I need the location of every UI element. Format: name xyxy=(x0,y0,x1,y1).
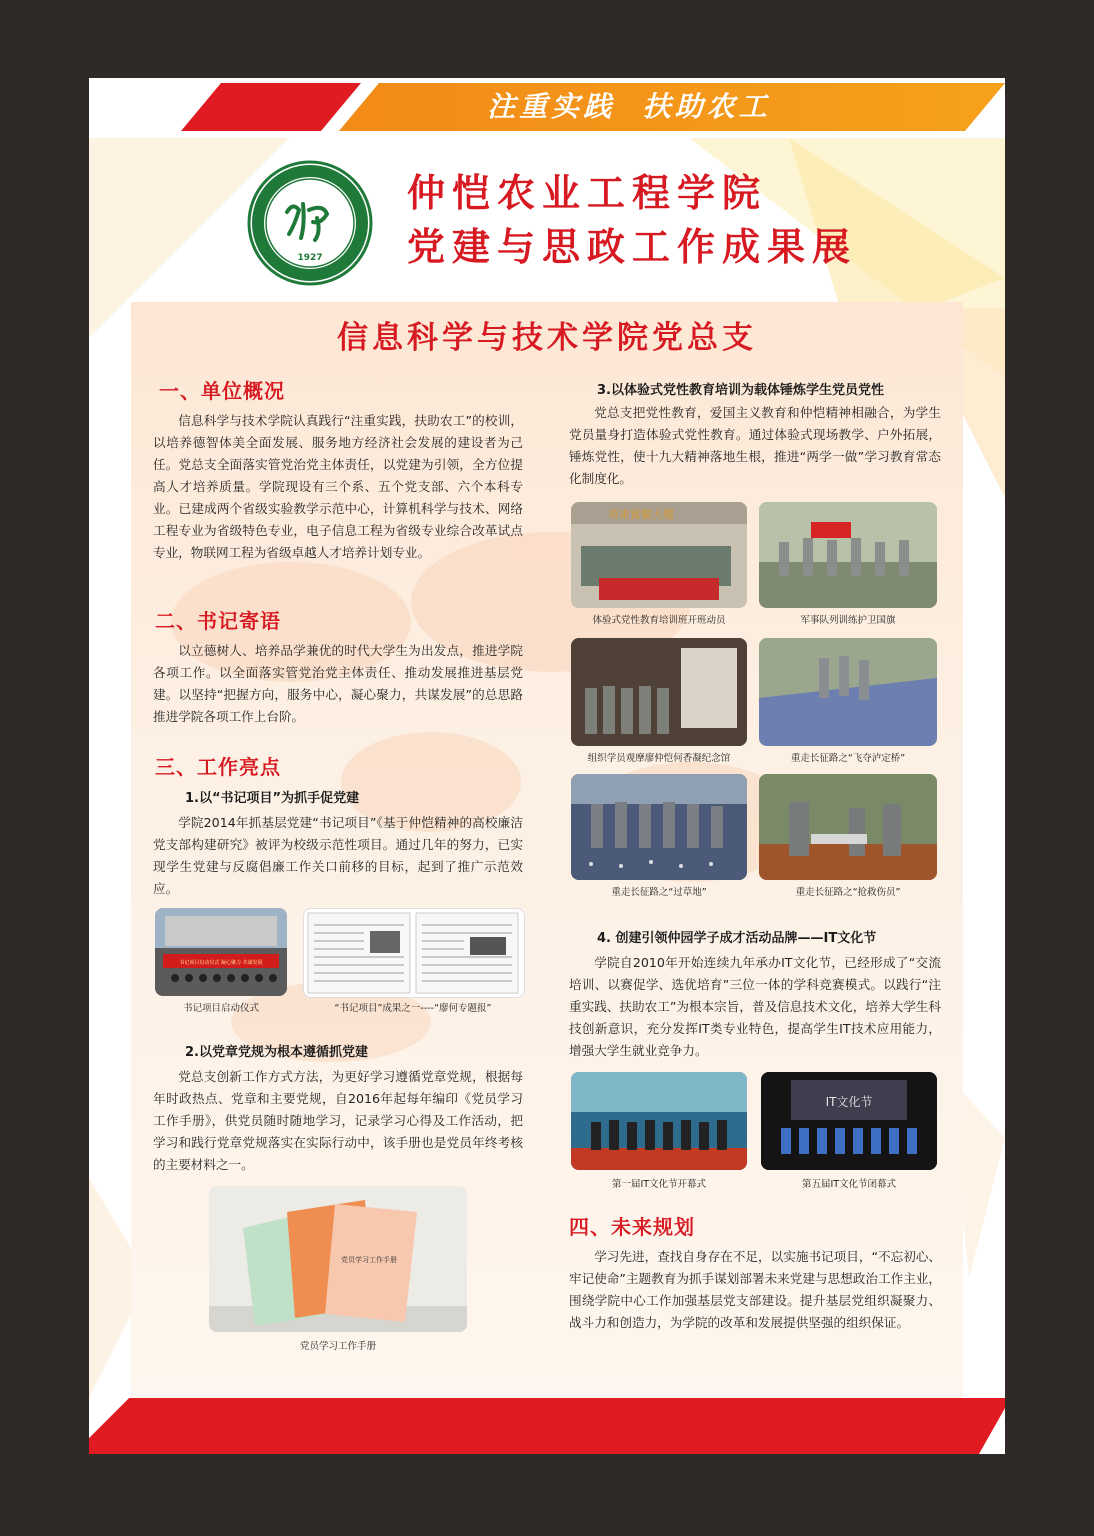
photo-it-festival-closing xyxy=(761,1072,937,1170)
photo-rescue xyxy=(759,774,937,880)
launch-banner-text: 书记项目启动仪式 凝心聚力 共谋发展 xyxy=(179,960,263,966)
building-sign-text: 英東實驗大樓 xyxy=(608,508,674,521)
section-heading-secretary: 二、书记寄语 xyxy=(155,609,281,633)
highlight-3-title: 3.以体验式党性教育培训为载体锤炼学生党员党性 xyxy=(597,383,884,398)
section-heading-highlights: 三、工作亮点 xyxy=(155,755,281,779)
photo-secretary-launch xyxy=(155,908,287,996)
photo-handbook xyxy=(209,1186,467,1332)
photo-memorial-visit xyxy=(571,638,747,746)
highlight-2-text: 党总支创新工作方式方法，为更好学习遵循党章党规，根据每年时政热点、党章和主要党规，自2016年起每年编印《党员学习工作手册》，供党员随时随地学习，记录学习心得及工作活动，把学习和践行党章党规落实在实际行动中，该手册也是党员年终考核的主要材料之一。 xyxy=(153,1069,523,1172)
caption-grassland: 重走长征路之“过草地” xyxy=(611,887,707,898)
content-panel xyxy=(131,302,963,1414)
page-title xyxy=(407,166,877,274)
section-heading-future: 四、未来规划 xyxy=(569,1215,695,1239)
caption-luding-bridge: 重走长征路之“飞夺泸定桥” xyxy=(790,753,906,764)
bottom-red-band xyxy=(89,1398,1005,1454)
highlight-3-text: 党总支把党性教育，爱国主义教育和仲恺精神相融合，为学生党员量身打造体验式党性教育。通过体验式现场教学、户外拓展，锤炼党性，使十九大精神落地生根，推进“两学一做”学习教育常态化制度化。 xyxy=(569,405,941,486)
caption-memorial-visit: 组织学员观摩廖仲恺何香凝纪念馆 xyxy=(587,753,731,764)
title-line-1: 仲恺农业工程学院 xyxy=(407,171,768,215)
secretary-text: 以立德树人、培养品学兼优的时代大学生为出发点，推进学院各项工作。以全面落实管党治党主体责任、推动发展推进基层党建。以坚持“把握方向，服务中心，凝心聚力，共谋发展”的总思路推进学院各项工作上台阶。 xyxy=(153,643,523,724)
photo-military-drill xyxy=(759,502,937,608)
university-logo xyxy=(247,160,373,286)
caption-military-drill: 军事队列训练护卫国旗 xyxy=(800,615,896,626)
overview-text: 信息科学与技术学院认真践行“注重实践，扶助农工”的校训，以培养德智体美全面发展、服务地方经济社会发展的建设者为己任。党总支全面落实管党治党主体责任，以党建为引领，全方位提高人才培养质量。学院现设有三个系、五个党支部、六个本科专业。已建成两个省级实验教学示范中心，计算机科学与技术、网络工程专业为省级特色专业，电子信息工程为省级专业综合改革试点专业，物联网工程为省级卓越人才培养计划专业。 xyxy=(153,413,523,560)
caption-training-kickoff: 体验式党性教育培训班开班动员 xyxy=(592,615,726,626)
photo-training-kickoff xyxy=(571,502,747,608)
logo-year: 1927 xyxy=(297,253,323,263)
future-text: 学习先进，查找自身存在不足，以实施书记项目，“不忘初心、牢记使命”主题教育为抓手谋划部署未来党建与思想政治工作主业，围绕学院中心工作加强基层党支部建设。提升基层党组织凝聚力、战斗力和创造力，为学院的改革和发展提供坚强的组织保证。 xyxy=(569,1249,941,1330)
highlight-4-title: 4. 创建引领仲园学子成才活动品牌——IT文化节 xyxy=(597,931,877,946)
caption-rescue: 重走长征路之“抢救伤员” xyxy=(795,887,901,898)
highlight-2-title: 2.以党章党规为根本遵循抓党建 xyxy=(185,1045,368,1060)
poster xyxy=(89,78,1005,1454)
photo-luding-bridge xyxy=(759,638,937,746)
stage-screen-text: IT文化节 xyxy=(825,1095,873,1109)
photo-it-festival-opening xyxy=(571,1072,747,1170)
slogan: 注重实践 扶助农工 xyxy=(487,90,771,123)
photo-newspaper xyxy=(303,908,525,998)
caption-secretary-launch: 书记项目启动仪式 xyxy=(182,1003,259,1014)
highlight-1-text: 学院2014年抓基层党建“书记项目”《基于仲恺精神的高校廉洁党支部构建研究》被评为校级示范性项目。通过几年的努力，已实现学生党建与反腐倡廉工作关口前移的目标，起到了推广示范效应。 xyxy=(153,815,523,896)
caption-newspaper: “书记项目”成果之一----“廖何专题报” xyxy=(334,1003,492,1014)
caption-it-festival-closing: 第五届IT文化节闭幕式 xyxy=(801,1179,897,1190)
section-heading-overview: 一、单位概况 xyxy=(159,379,285,403)
panel-title: 信息科学与技术学院党总支 xyxy=(337,320,757,356)
highlight-1-title: 1.以“书记项目”为抓手促党建 xyxy=(185,791,360,806)
caption-handbook: 党员学习工作手册 xyxy=(299,1341,376,1352)
photo-grassland xyxy=(571,774,747,880)
title-line-2: 党建与思政工作成果展 xyxy=(407,225,858,269)
highlight-4-text: 学院自2010年开始连续九年承办IT文化节，已经形成了“交流培训、以赛促学、选优培育”三位一体的学科竞赛模式。以践行“注重实践、扶助农工”为根本宗旨，普及信息技术文化，培养大学生科技创新意识，充分发挥IT类专业特色，提高学生IT技术应用能力，增强大学生就业竞争力。 xyxy=(569,955,941,1058)
handbook-cover-title: 党员学习工作手册 xyxy=(341,1256,397,1264)
caption-it-festival-opening: 第一届IT文化节开幕式 xyxy=(611,1179,707,1190)
